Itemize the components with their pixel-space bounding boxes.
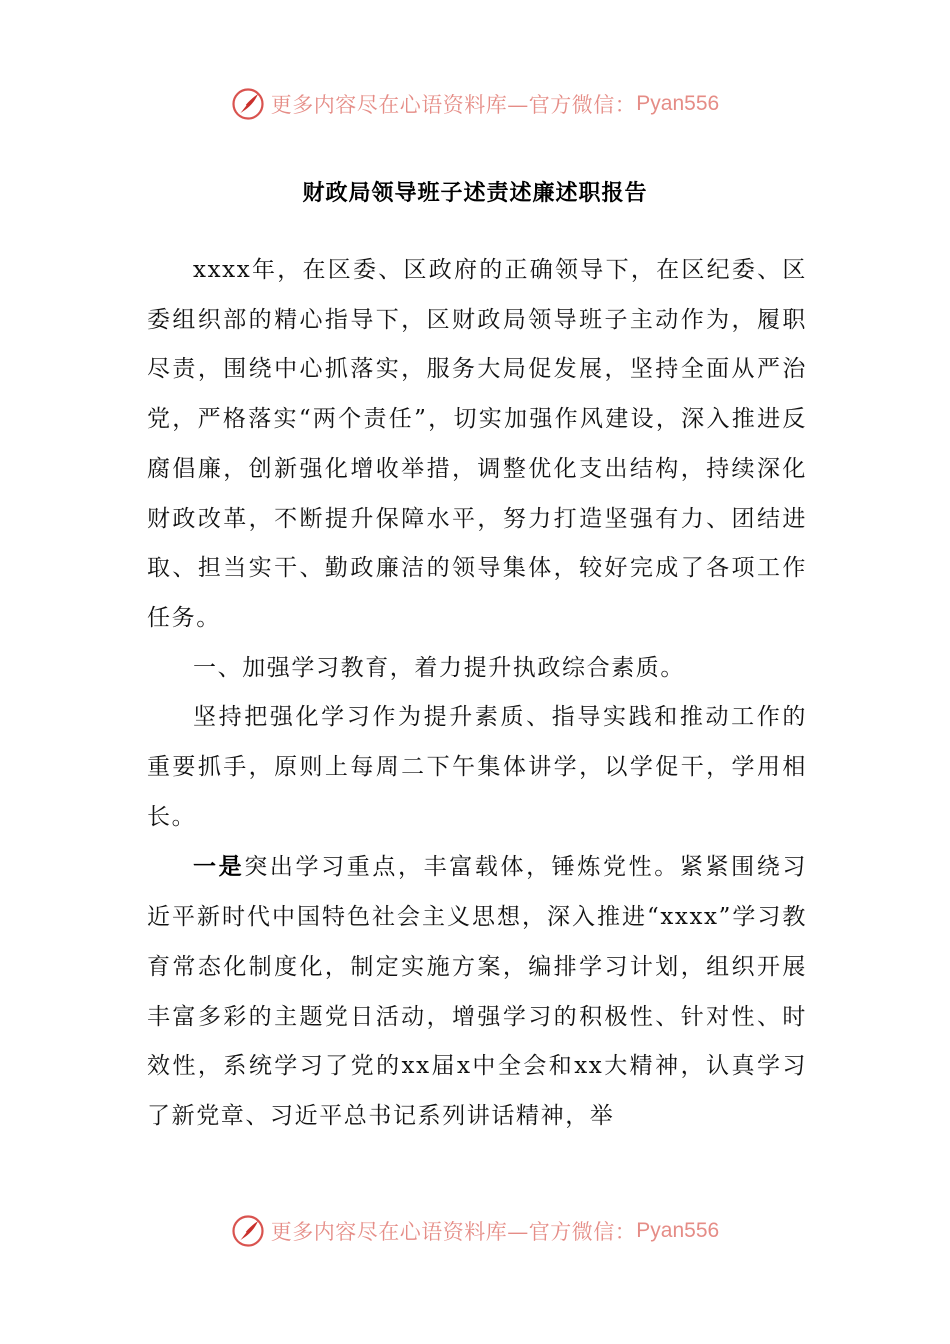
section-paragraph: 坚持把强化学习作为提升素质、指导实践和推动工作的重要抓手，原则上每周二下午集体讲学，以学促干，学用相长。 [147,704,807,830]
document-title: 财政局领导班子述责述廉述职报告 [302,180,648,206]
point-paragraph [147,842,807,1141]
watermark-text: 更多内容尽在心语资料库—官方微信： [270,1220,637,1244]
watermark-wechat-id: Pyan556 [636,1219,720,1242]
point-lead: 一是 [193,853,245,881]
point-text: 突出学习重点，丰富载体，锤炼党性。紧紧围绕习近平新时代中国特色社会主义思想，深入推进“xxxx”学习教育常态化制度化，制定实施方案，编排学习计划，组织开展丰富多彩的主题党日活动，增强学习的积极性、针对性、时效性，系统学习了党的xx届x中全会和xx大精神，认真学习了新党章、习近平总书记系列讲话精神，举 [147,854,808,1129]
quill-logo-icon [231,1214,265,1248]
watermark-banner-bottom [0,1209,950,1253]
watermark-banner-top [0,82,950,126]
document-body [147,246,807,1142]
intro-paragraph: xxxx年，在区委、区政府的正确领导下，在区纪委、区委组织部的精心指导下，区财政局领导班子主动作为，履职尽责，围绕中心抓落实，服务大局促发展，坚持全面从严治党，严格落实“两个责任”，切实加强作风建设，深入推进反腐倡廉，创新强化增收举措，调整优化支出结构，持续深化财政改革，不断提升保障水平，努力打造坚强有力、团结进取、担当实干、勤政廉洁的领导集体，较好完成了各项工作任务。 [147,257,807,631]
quill-logo-icon [231,87,265,121]
watermark-wechat-id: Pyan556 [636,92,720,115]
watermark-text: 更多内容尽在心语资料库—官方微信： [270,93,637,117]
section-heading: 一、加强学习教育，着力提升执政综合素质。 [193,654,685,681]
